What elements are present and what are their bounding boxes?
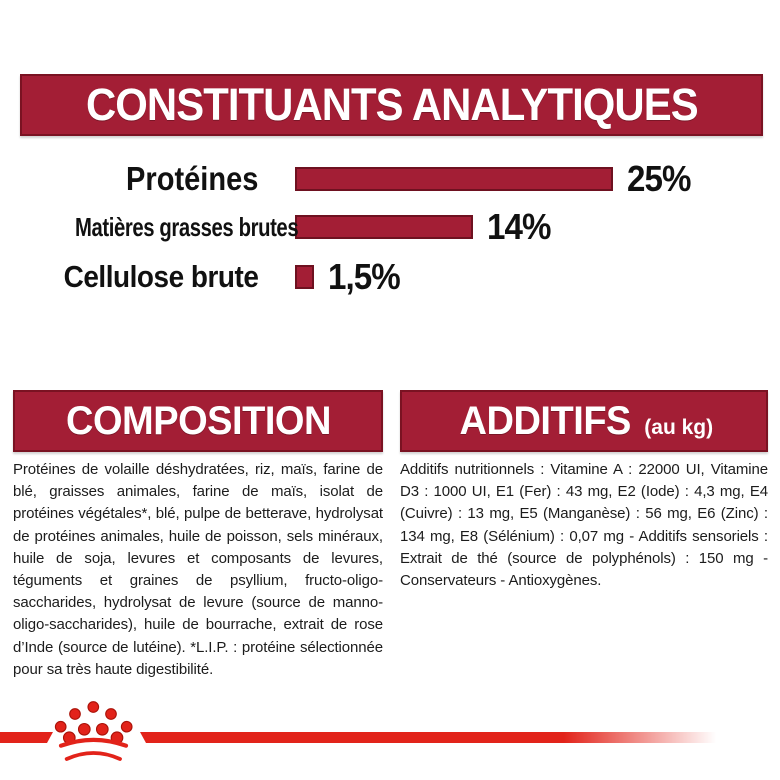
chart-value-label: 14% (487, 206, 551, 247)
chart-category-label: Protéines (125, 160, 258, 197)
chart-category-label: Cellulose brute (63, 259, 258, 294)
composition-title: COMPOSITION (65, 398, 331, 443)
additifs-banner (400, 390, 768, 452)
analytical-constituents-title: CONSTITUANTS ANALYTIQUES (85, 79, 698, 130)
royal-canin-crown-icon (40, 695, 160, 780)
composition-text: Protéines de volaille déshydratées, riz, maïs, farine de blé, graisses animales, farine de maïs, isolat de protéines végétales*, blé, pulpe de betterave, hydrolysat de protéines animales, huile de poisson, sels minéraux, huile de soja, levures et composants de levures, téguments et graines de psyllium, fructo-oligo-saccharides, hydrolysat de levure (source de manno-oligo-saccharides), huile de bourrache, extrait de rose d’Inde (source de lutéine). *L.I.P. : protéine sélectionnée pour sa très haute digestibilité. (13, 461, 383, 678)
chart-row-proteines (12, 158, 696, 200)
additifs-text: Additifs nutritionnels : Vitamine A : 22000 UI, Vitamine D3 : 1000 UI, E1 (Fer) : 43 mg, E2 (Iode) : 4,3 mg, E4 (Cuivre) : 13 mg, E5 (Manganèse) : 56 mg, E6 (Zinc) : 134 mg, E8 (Sélénium) : 0,07 mg - Additifs sensoriels : Extrait de thé (source de polyphénols) : 150 mg - Conservateurs - Antioxygènes. (400, 461, 768, 590)
chart-bar (295, 215, 473, 239)
additifs-unit-suffix: (au kg) (644, 416, 714, 439)
chart-category-label: Matières grasses brutes (74, 211, 299, 242)
analytical-constituents-banner (20, 74, 763, 136)
chart-value-label: 1,5% (328, 256, 400, 297)
chart-row-cellulose (12, 256, 406, 298)
chart-row-matieres-grasses (12, 206, 556, 248)
chart-bar (295, 265, 314, 289)
composition-banner (13, 390, 383, 452)
footer-divider-right (140, 732, 728, 743)
chart-bar (295, 167, 613, 191)
chart-value-label: 25% (627, 158, 691, 199)
additifs-title: ADDITIFS (459, 398, 631, 443)
